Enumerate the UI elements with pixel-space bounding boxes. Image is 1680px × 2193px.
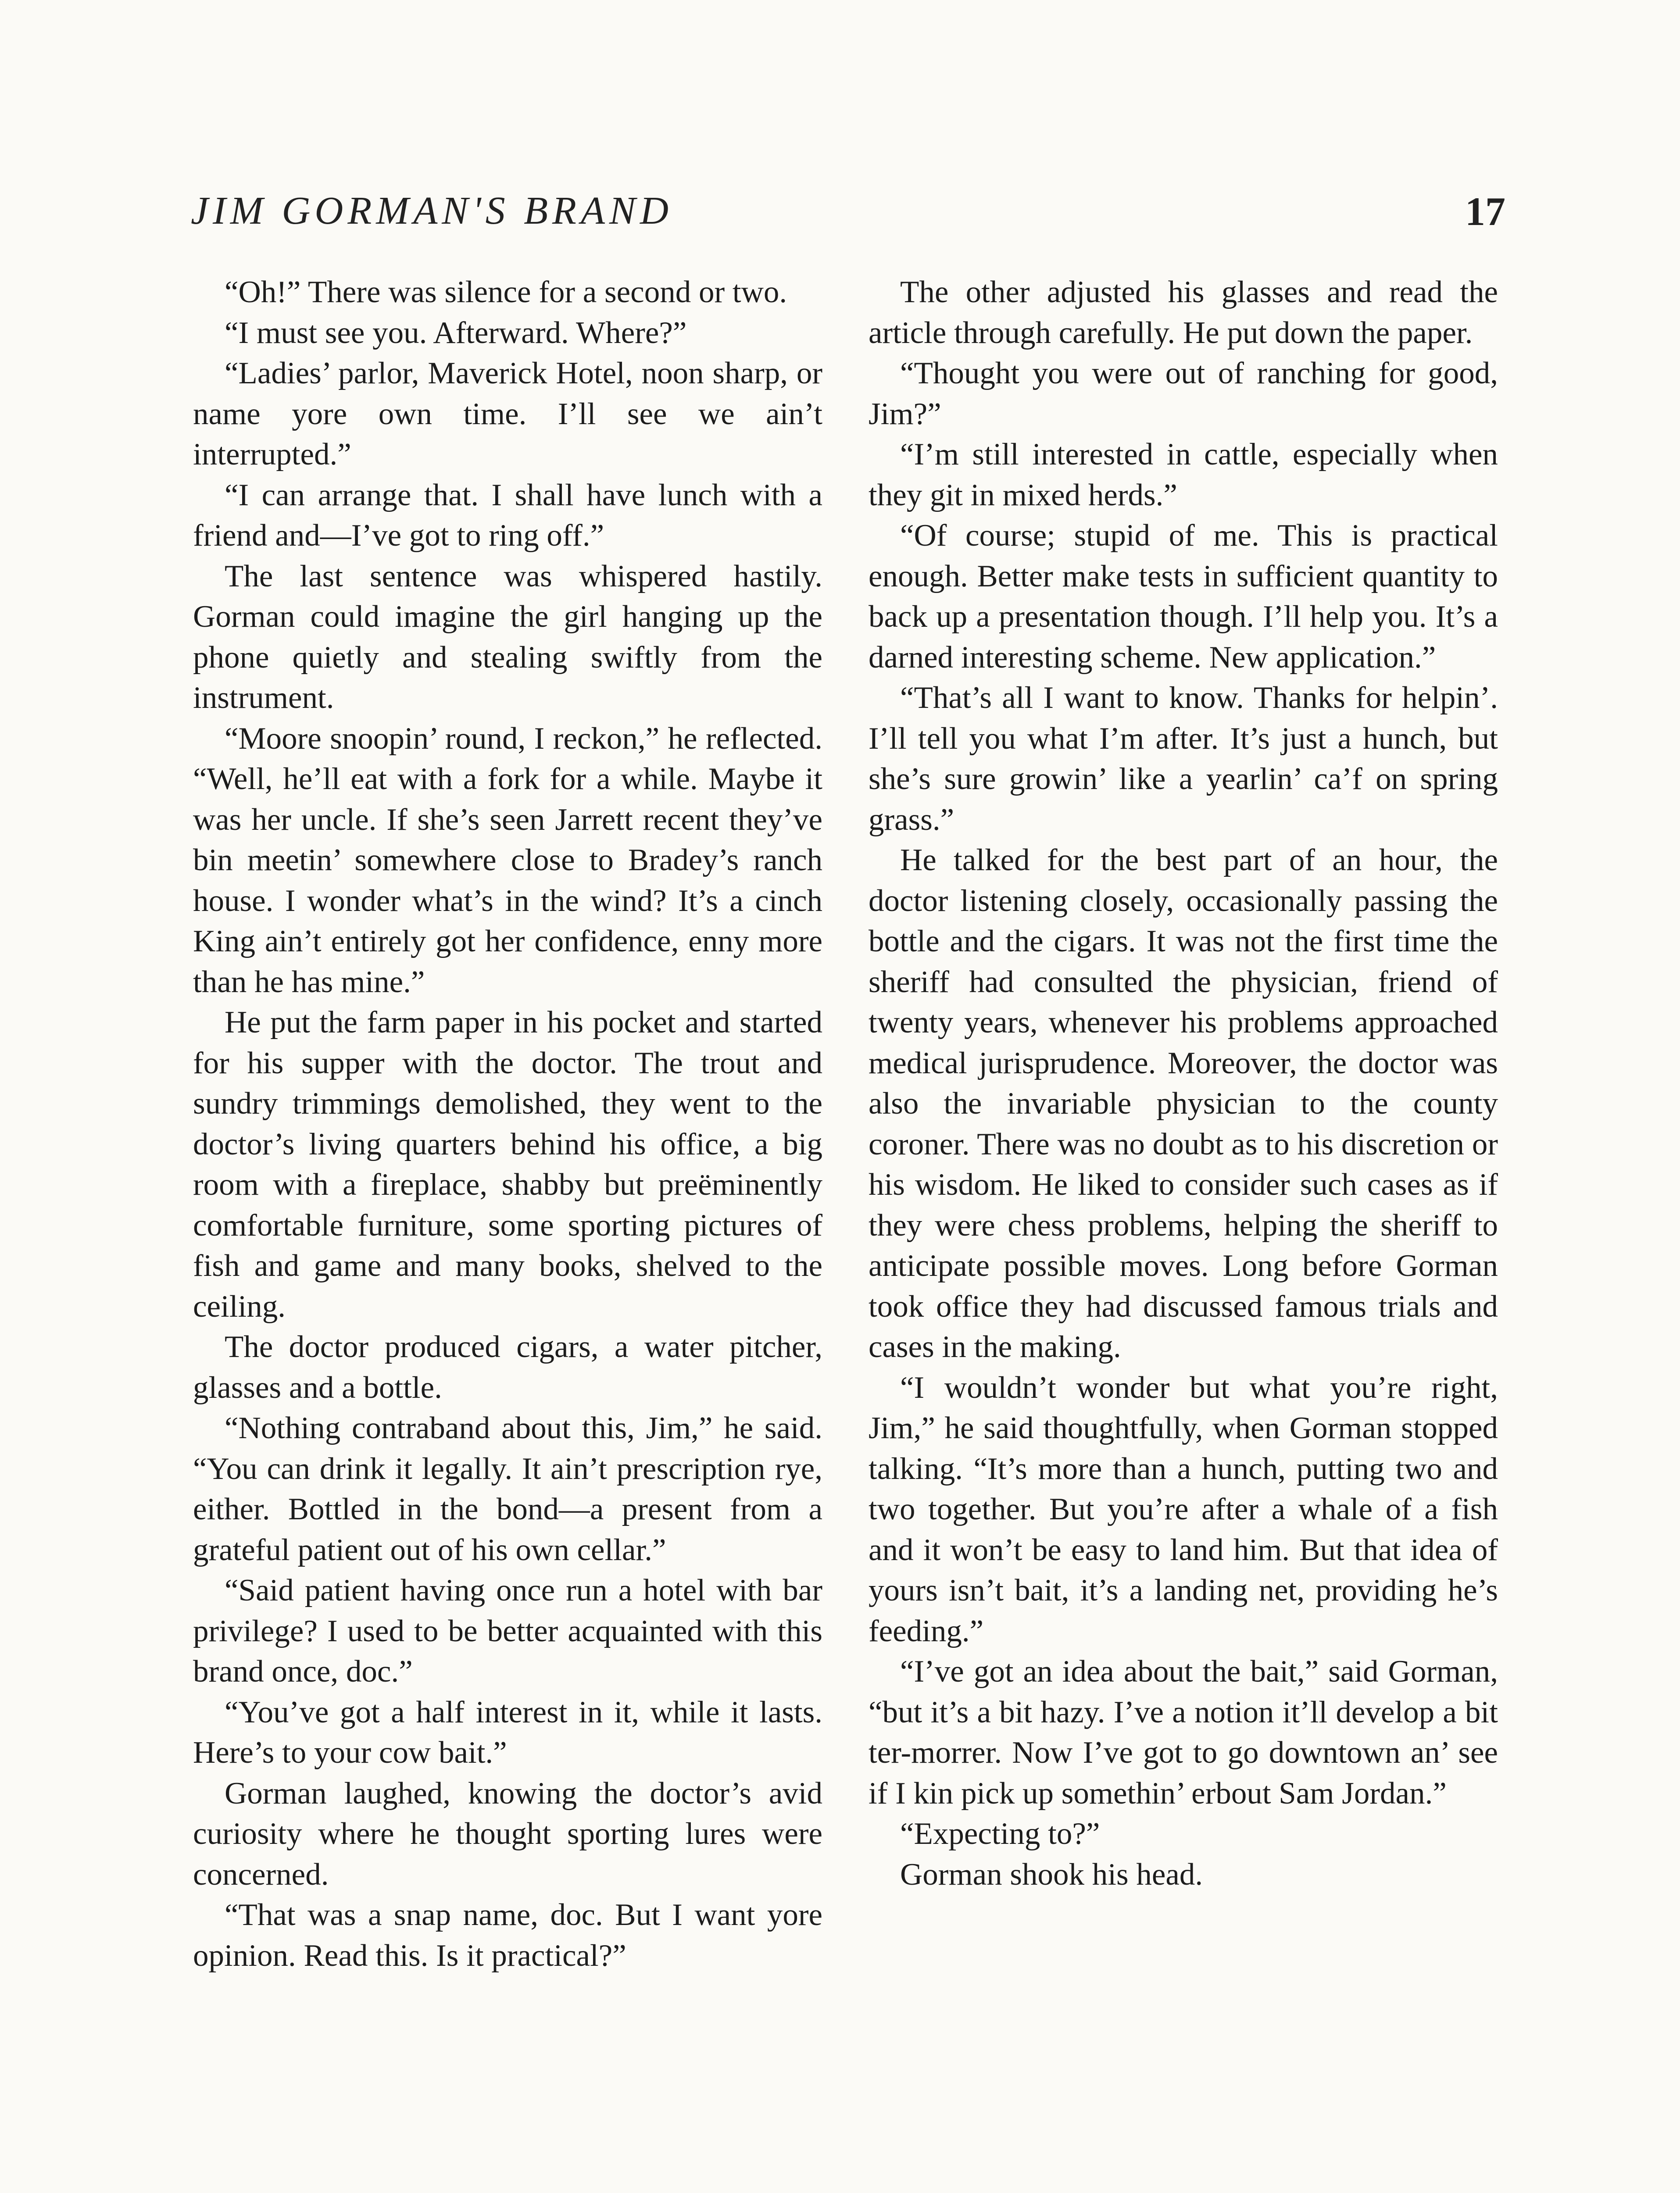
left-column xyxy=(193,272,822,1976)
paragraph: “You’ve got a half interest in it, while it lasts. Here’s to your cow bait.” xyxy=(193,1695,822,1770)
paragraph: He talked for the best part of an hour, the doctor listening closely, occasionally passing the bottle and the cigars. It was not the first time the sheriff had consulted the physician, friend of twenty years, whenever his problems approached medical jurisprudence. Moreover, the doctor was also the invariable physician to the county coroner. There was no doubt as to his discretion or his wisdom. He liked to consider such cases as if they were chess problems, helping the sheriff to anticipate possible moves. Long before Gorman took office they had discussed famous trials and cases in the making. xyxy=(869,843,1498,1364)
paragraph: “Oh!” There was silence for a second or two. xyxy=(225,275,787,309)
paragraph: “Of course; stupid of me. This is practical enough. Better make tests in sufficient quantity to back up a presentation though. I’ll help you. It’s a darned interesting scheme. New application.” xyxy=(869,518,1498,675)
paragraph: “Nothing contraband about this, Jim,” he said. “You can drink it legally. It ain’t prescription rye, either. Bottled in the bond—a present from a grateful patient out of his own cellar.” xyxy=(193,1411,822,1567)
paragraph: “I’m still interested in cattle, especially when they git in mixed herds.” xyxy=(869,437,1498,512)
page-number: 17 xyxy=(1465,189,1505,234)
paragraph: Gorman laughed, knowing the doctor’s avid curiosity where he thought sporting lures were concerned. xyxy=(193,1776,822,1892)
right-column xyxy=(869,272,1498,1895)
paragraph: “That’s all I want to know. Thanks for helpin’. I’ll tell you what I’m after. It’s just a hunch, but she’s sure growin’ like a yearlin’ ca’f on spring grass.” xyxy=(869,681,1498,837)
paragraph: “I wouldn’t wonder but what you’re right, Jim,” he said thoughtfully, when Gorman stopped talking. “It’s more than a hunch, putting two and two together. But you’re after a whale of a fish and it won’t be easy to land him. But that idea of yours isn’t bait, it’s a landing net, providing he’s feeding.” xyxy=(869,1370,1498,1648)
paragraph: “Said patient having once run a hotel with bar privilege? I used to be better acquainted with this brand once, doc.” xyxy=(193,1573,822,1689)
paragraph: “Expecting to?” xyxy=(900,1817,1100,1851)
paragraph: “I can arrange that. I shall have lunch with a friend and—I’ve got to ring off.” xyxy=(193,478,822,553)
paragraph: Gorman shook his head. xyxy=(900,1857,1203,1892)
paragraph: “I’ve got an idea about the bait,” said Gorman, “but it’s a bit hazy. I’ve a notion it’ll develop a bit ter-morrer. Now I’ve got to go downtown an’ see if I kin pick up somethin’ erbout Sam Jordan.” xyxy=(869,1654,1498,1811)
paragraph: “I must see you. Afterward. Where?” xyxy=(225,315,687,350)
paragraph: The last sentence was whispered hastily. Gorman could imagine the girl hanging up the phone quietly and stealing swiftly from the instrument. xyxy=(193,559,822,715)
running-header-title: JIM GORMAN'S BRAND xyxy=(191,189,673,232)
paragraph: “That was a snap name, doc. But I want yore opinion. Read this. Is it practical?” xyxy=(193,1898,822,1973)
paragraph: The other adjusted his glasses and read the article through carefully. He put down the paper. xyxy=(869,275,1498,350)
paragraph: He put the farm paper in his pocket and started for his supper with the doctor. The trout and sundry trimmings demolished, they went to the doctor’s living quarters behind his office, a big room with a fireplace, shabby but preëminently comfortable furniture, some sporting pictures of fish and game and many books, shelved to the ceiling. xyxy=(193,1005,822,1324)
paragraph: “Moore snoopin’ round, I reckon,” he reflected. “Well, he’ll eat with a fork for a while. Maybe it was her uncle. If she’s seen Jarrett recent they’ve bin meetin’ somewhere close to Bradey’s ranch house. I wonder what’s in the wind? It’s a cinch King ain’t entirely got her confidence, enny more than he has mine.” xyxy=(193,721,822,999)
paragraph: “Ladies’ parlor, Maverick Hotel, noon sharp, or name yore own time. I’ll see we ain’t interrupted.” xyxy=(193,356,822,471)
paragraph: The doctor produced cigars, a water pitcher, glasses and a bottle. xyxy=(193,1330,822,1405)
paragraph: “Thought you were out of ranching for good, Jim?” xyxy=(869,356,1498,431)
